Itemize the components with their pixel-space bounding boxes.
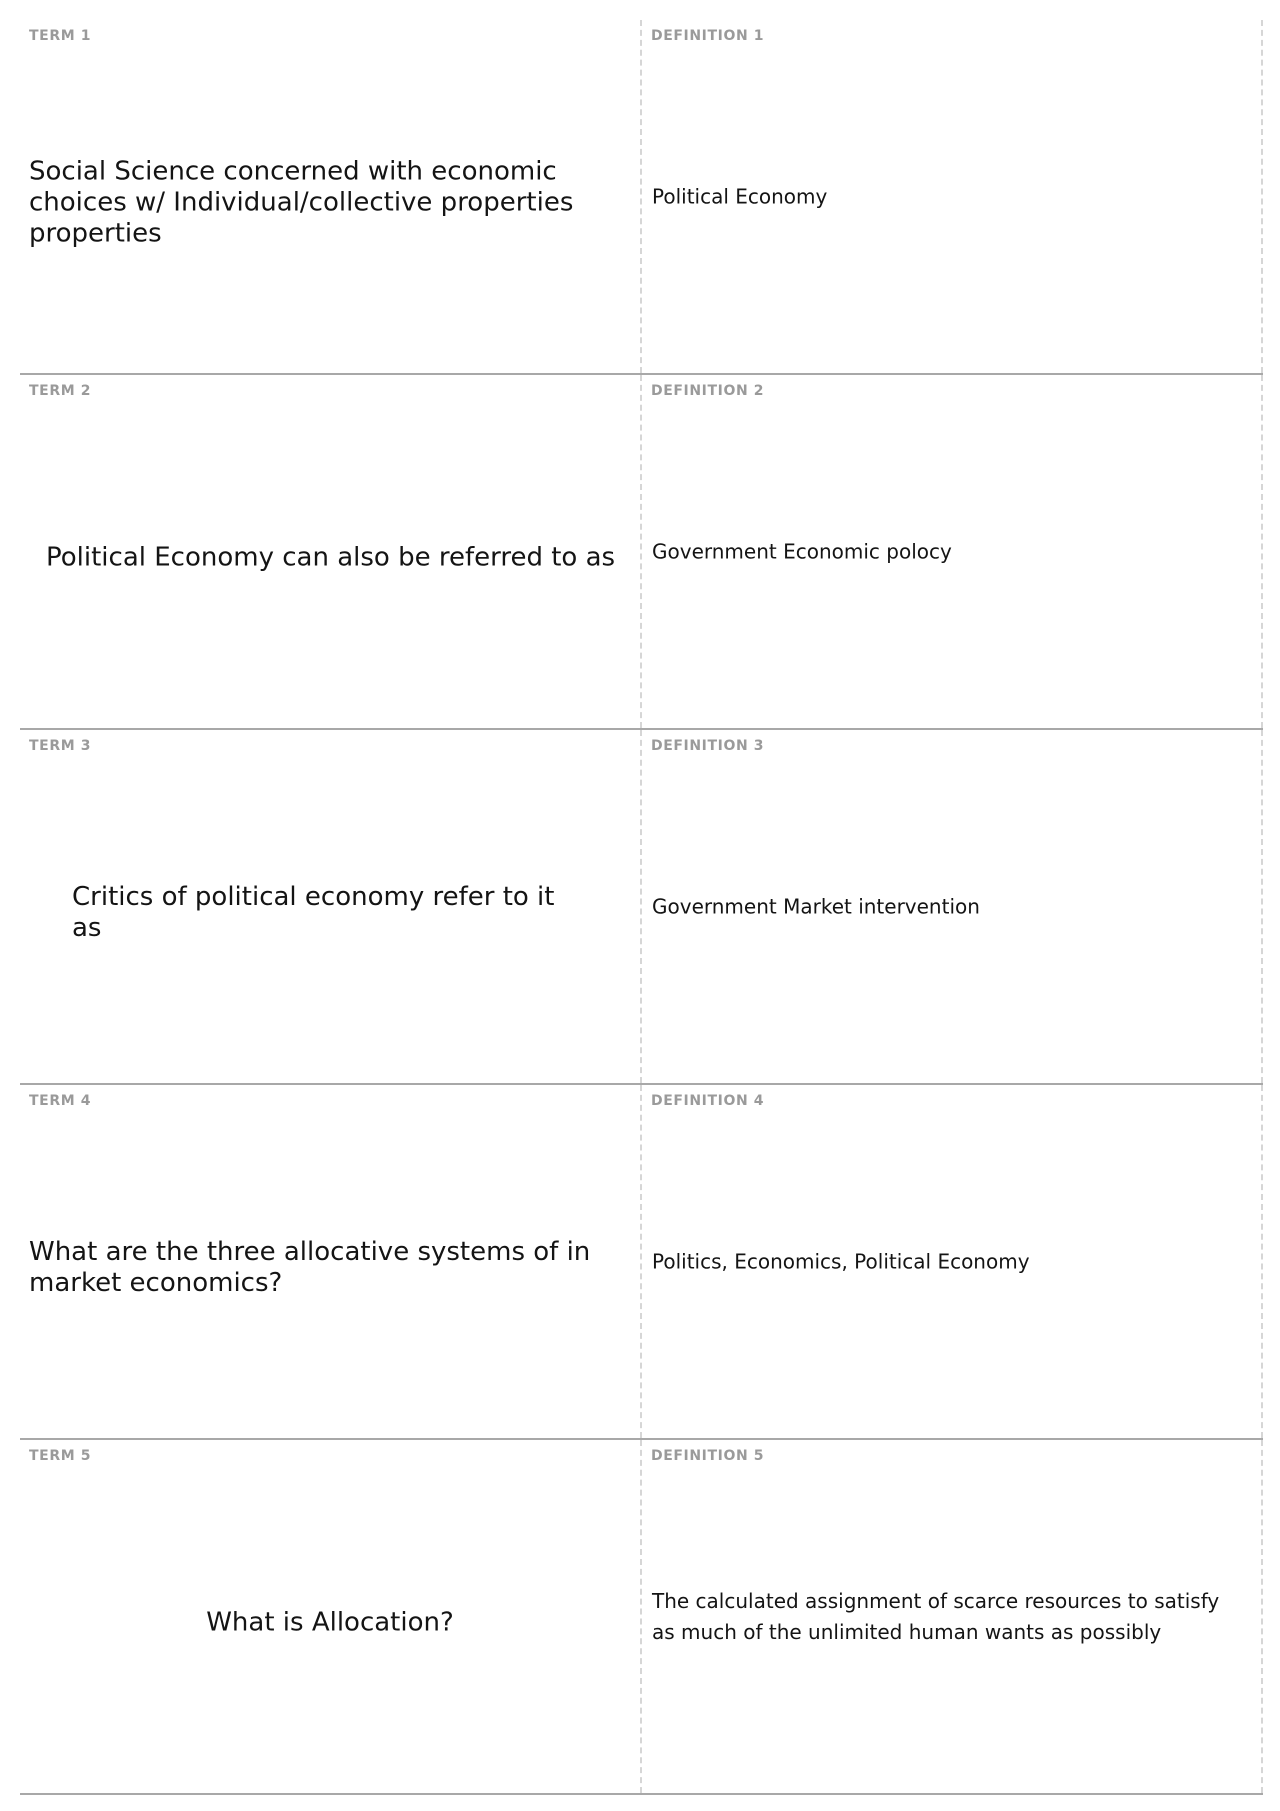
definition-cell [642, 375, 1263, 728]
definition-label: DEFINITION 2 [651, 383, 765, 399]
term-label: TERM 3 [29, 738, 92, 754]
term-label: TERM 4 [29, 1093, 92, 1109]
term-text: Critics of political economy refer to it as [72, 882, 555, 943]
definition-label: DEFINITION 3 [651, 738, 765, 754]
definition-text: Political Economy [652, 184, 828, 208]
term-text: Political Economy can also be referred to as [46, 542, 616, 573]
term-text: What is Allocation? [206, 1607, 454, 1638]
definition-text: Politics, Economics, Political Economy [652, 1249, 1030, 1273]
definition-text: Government Economic polocy [652, 539, 952, 563]
term-label: TERM 2 [29, 383, 92, 399]
term-text: What are the three allocative systems of in market economics? [29, 1237, 591, 1298]
definition-label: DEFINITION 4 [651, 1093, 765, 1109]
definition-cell [642, 1440, 1263, 1793]
term-cell [20, 1440, 642, 1793]
term-cell [20, 375, 642, 728]
definition-label: DEFINITION 5 [651, 1448, 765, 1464]
definition-cell [642, 730, 1263, 1083]
flashcard-row [20, 375, 1263, 730]
definition-cell [642, 20, 1263, 373]
term-label: TERM 5 [29, 1448, 92, 1464]
flashcard-row [20, 1440, 1263, 1795]
term-cell [20, 20, 642, 373]
flashcard-sheet [20, 20, 1263, 1795]
flashcard-row [20, 1085, 1263, 1440]
definition-cell [642, 1085, 1263, 1438]
term-cell [20, 730, 642, 1083]
definition-text: The calculated assignment of scarce resources to satisfy as much of the unlimited human wants as possibly [652, 1588, 1220, 1644]
term-label: TERM 1 [29, 28, 92, 44]
term-text: Social Science concerned with economic choices w/ Individual/collective properties properties [29, 156, 574, 249]
definition-label: DEFINITION 1 [651, 28, 765, 44]
definition-text: Government Market intervention [652, 894, 980, 918]
term-cell [20, 1085, 642, 1438]
flashcard-row [20, 730, 1263, 1085]
flashcard-row [20, 20, 1263, 375]
